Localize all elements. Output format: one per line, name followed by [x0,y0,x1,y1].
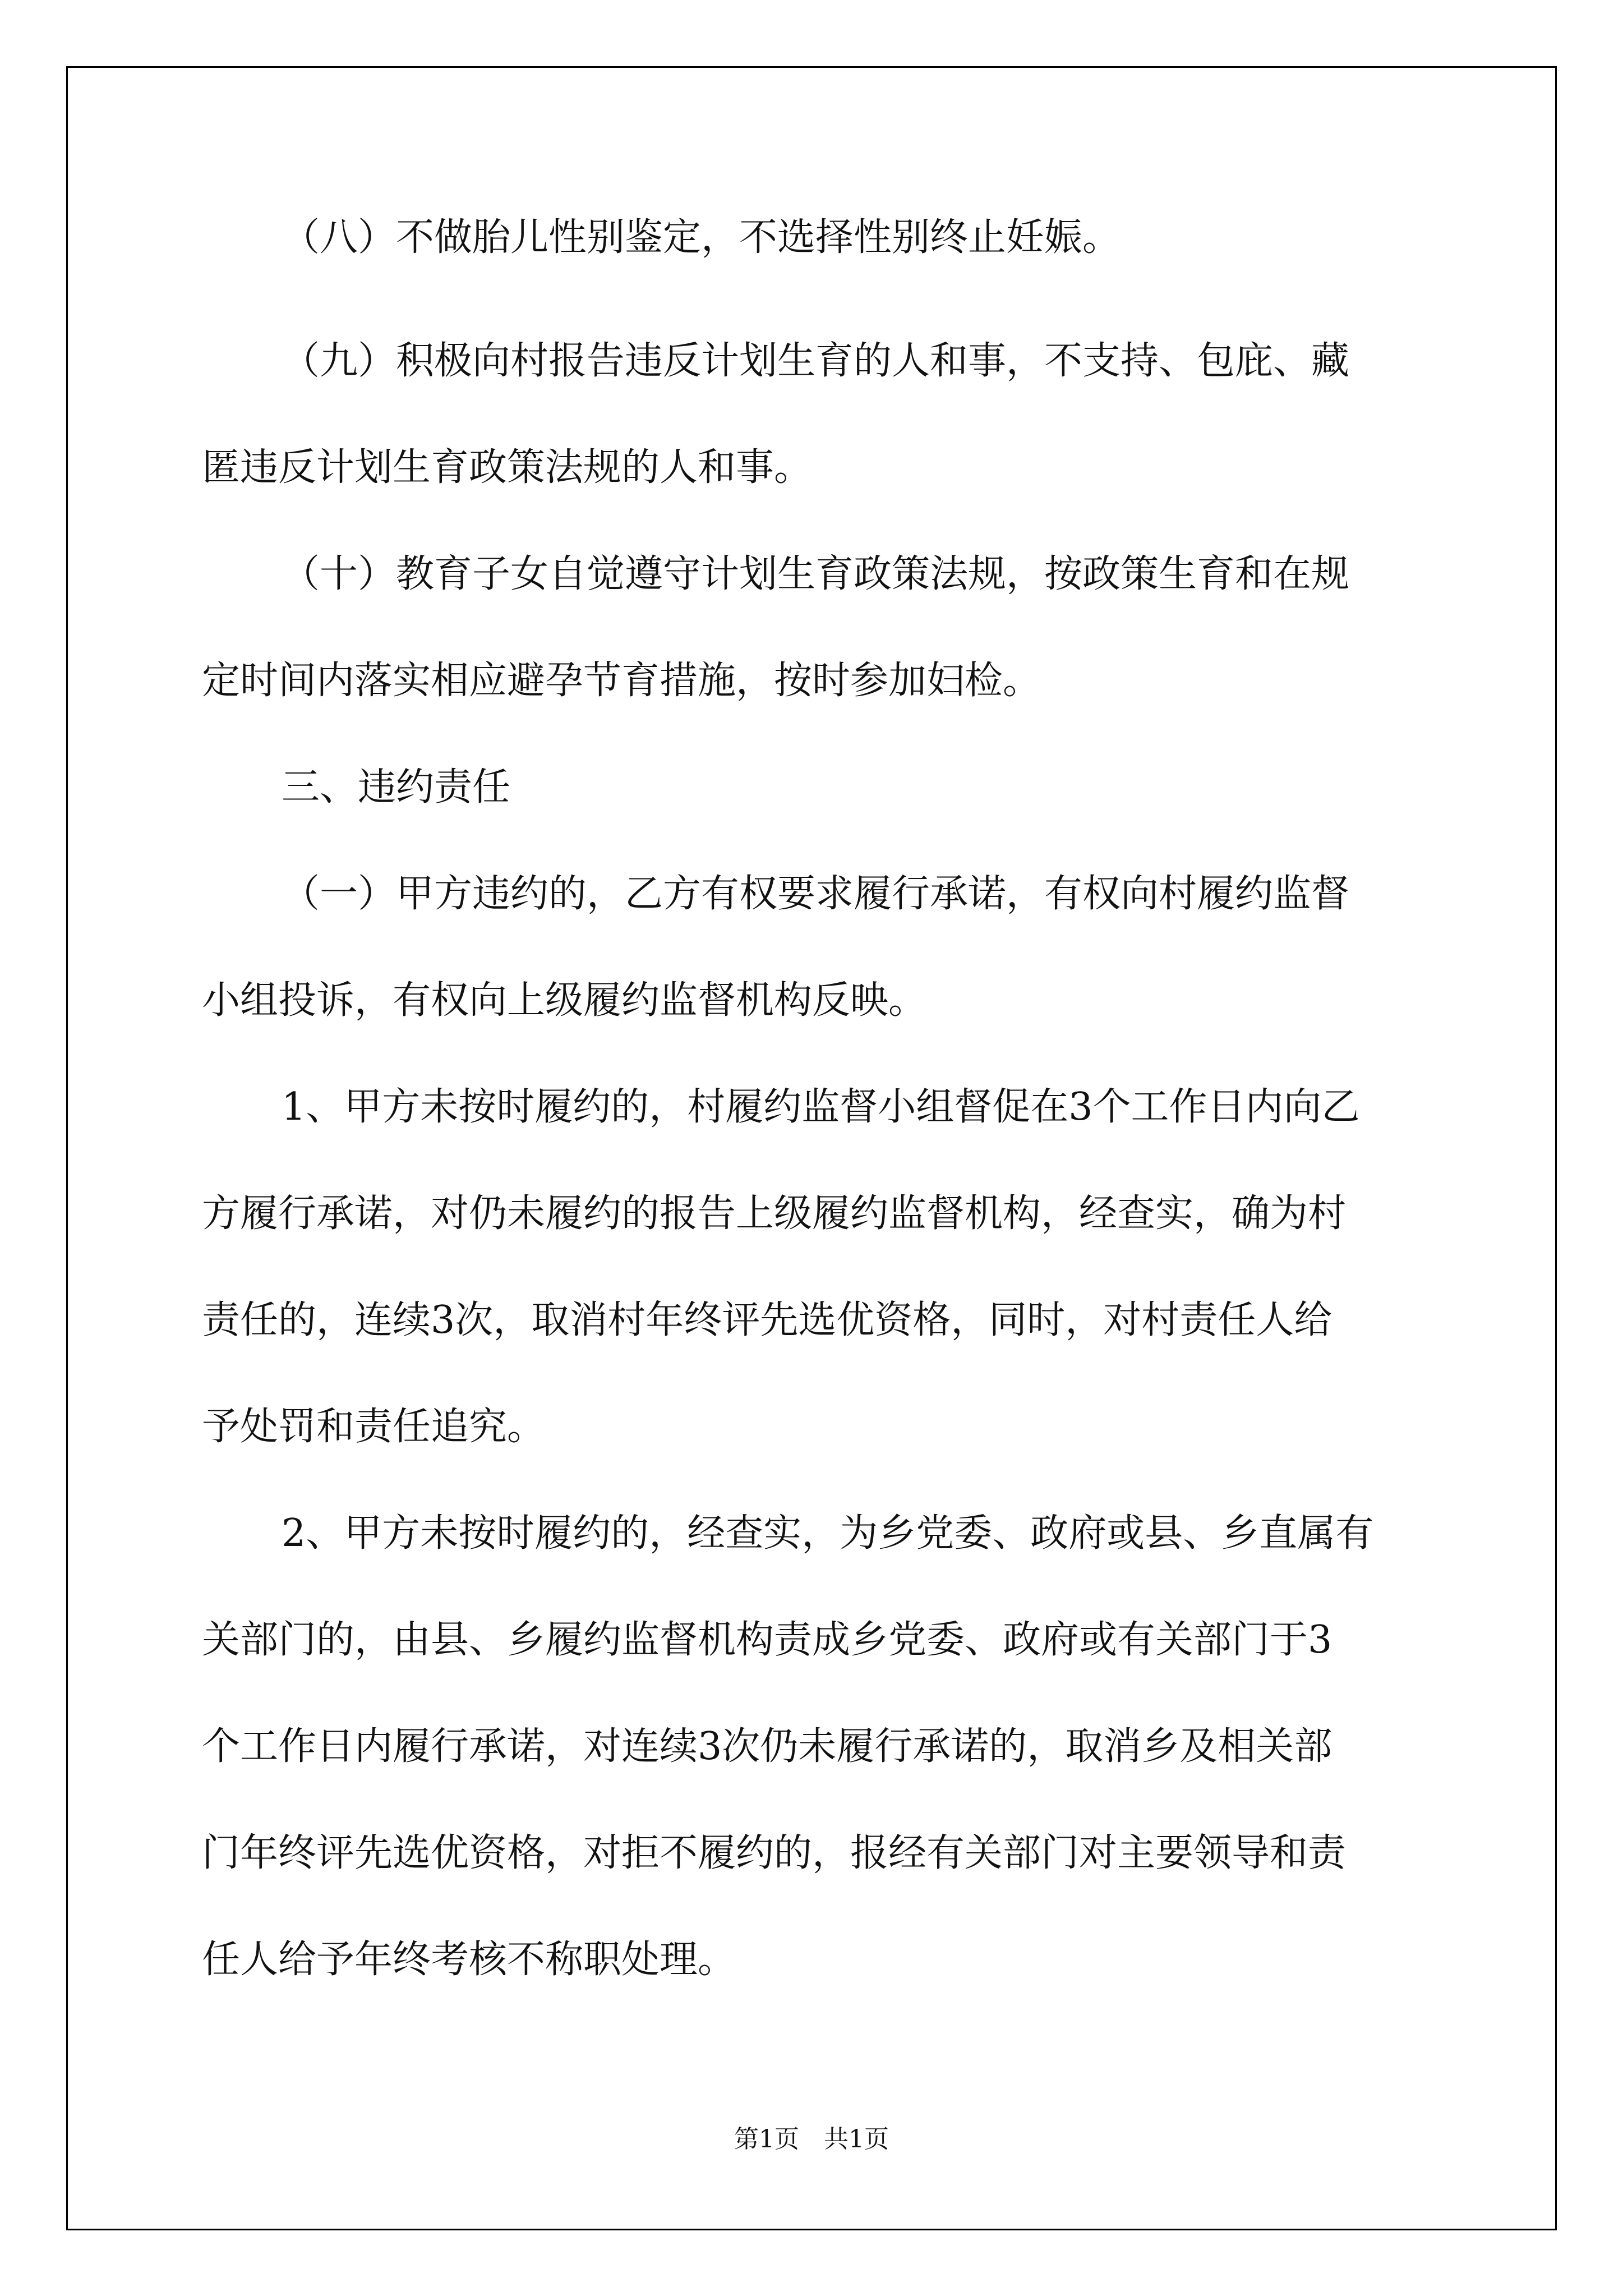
paragraph-line: 2、甲方未按时履约的，经查实，为乡党委、政府或县、乡直属有 [282,1511,1374,1556]
paragraph-line: 匿违反计划生育政策法规的人和事。 [202,445,813,490]
page-border [66,66,1557,2230]
paragraph-line: 方履行承诺，对仍未履约的报告上级履约监督机构，经查实，确为村 [202,1191,1347,1236]
paragraph-line: 责任的，连续3次，取消村年终评先选优资格，同时，对村责任人给 [202,1298,1332,1342]
paragraph-line: 予处罚和责任追究。 [202,1405,546,1449]
section-heading: 三、违约责任 [282,765,511,809]
page-footer: 第1页 共1页 [734,2125,889,2154]
paragraph-line: 任人给予年终考核不称职处理。 [202,1938,736,1982]
paragraph-line: 个工作日内履行承诺，对连续3次仍未履行承诺的，取消乡及相关部 [202,1724,1332,1769]
paragraph-line: （八）不做胎儿性别鉴定，不选择性别终止妊娠。 [282,215,1121,260]
paragraph-line: （一）甲方违约的，乙方有权要求履行承诺，有权向村履约监督 [282,872,1350,916]
paragraph-line: （十）教育子女自觉遵守计划生育政策法规，按政策生育和在规 [282,552,1350,596]
paragraph-line: 定时间内落实相应避孕节育措施，按时参加妇检。 [202,659,1041,703]
paragraph-line: 门年终评先选优资格，对拒不履约的，报经有关部门对主要领导和责 [202,1831,1347,1875]
paragraph-line: 小组投诉，有权向上级履约监督机构反映。 [202,978,927,1023]
paragraph-line: （九）积极向村报告违反计划生育的人和事，不支持、包庇、藏 [282,339,1350,383]
paragraph-line: 1、甲方未按时履约的，村履约监督小组督促在3个工作日内向乙 [282,1085,1360,1129]
paragraph-line: 关部门的，由县、乡履约监督机构责成乡党委、政府或有关部门于3 [202,1618,1332,1662]
